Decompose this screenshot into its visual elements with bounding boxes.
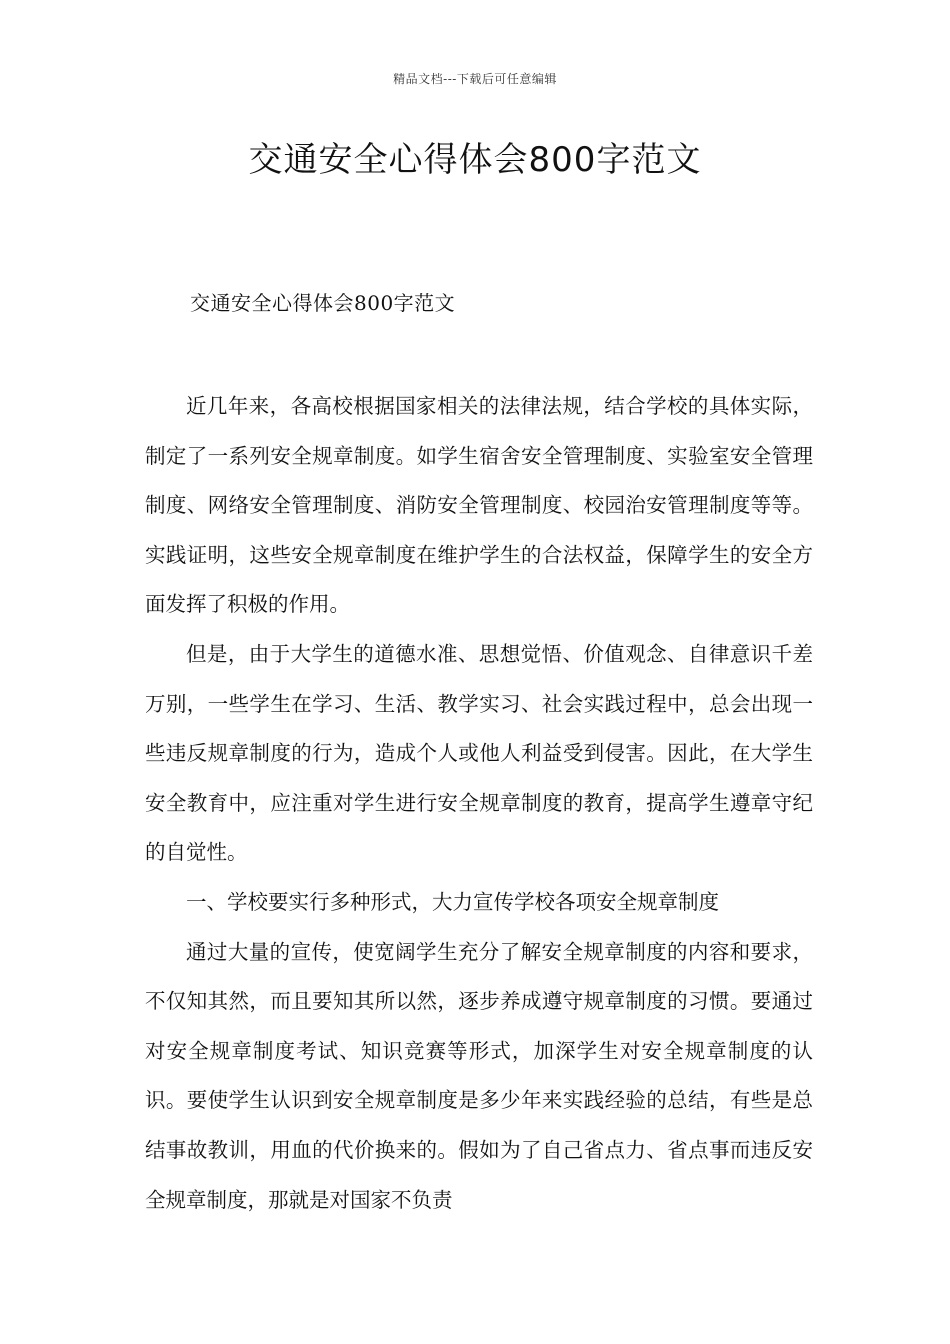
paragraph: 近几年来，各高校根据国家相关的法律法规，结合学校的具体实际，制定了一系列安全规章制度。如学生宿舍安全管理制度、实验室安全管理制度、网络安全管理制度、消防安全管理制度、校园治安管理制度等等。实践证明，这些安全规章制度在维护学生的合法权益，保障学生的安全方面发挥了积极的作用。 (145, 394, 813, 617)
document-subtitle: 交通安全心得体会800字范文 (190, 291, 456, 315)
document-body (145, 382, 813, 1225)
paragraph: 通过大量的宣传，使宽阔学生充分了解安全规章制度的内容和要求，不仅知其然，而且要知其所以然，逐步养成遵守规章制度的习惯。要通过对安全规章制度考试、知识竞赛等形式，加深学生对安全规章制度的认识。要使学生认识到安全规章制度是多少年来实践经验的总结，有些是总结事故教训，用血的代价换来的。假如为了自己省点力、省点事而违反安全规章制度，那就是对国家不负责 (145, 939, 813, 1212)
paragraph: 但是，由于大学生的道德水准、思想觉悟、价值观念、自律意识千差万别，一些学生在学习、生活、教学实习、社会实践过程中，总会出现一些违反规章制度的行为，造成个人或他人利益受到侵害。因此，在大学生安全教育中，应注重对学生进行安全规章制度的教育，提高学生遵章守纪的自觉性。 (145, 641, 813, 865)
section-heading: 一、学校要实行多种形式，大力宣传学校各项安全规章制度 (186, 889, 719, 914)
document-title: 交通安全心得体会800字范文 (248, 140, 702, 180)
header-note: 精品文档---下载后可任意编辑 (393, 72, 557, 86)
